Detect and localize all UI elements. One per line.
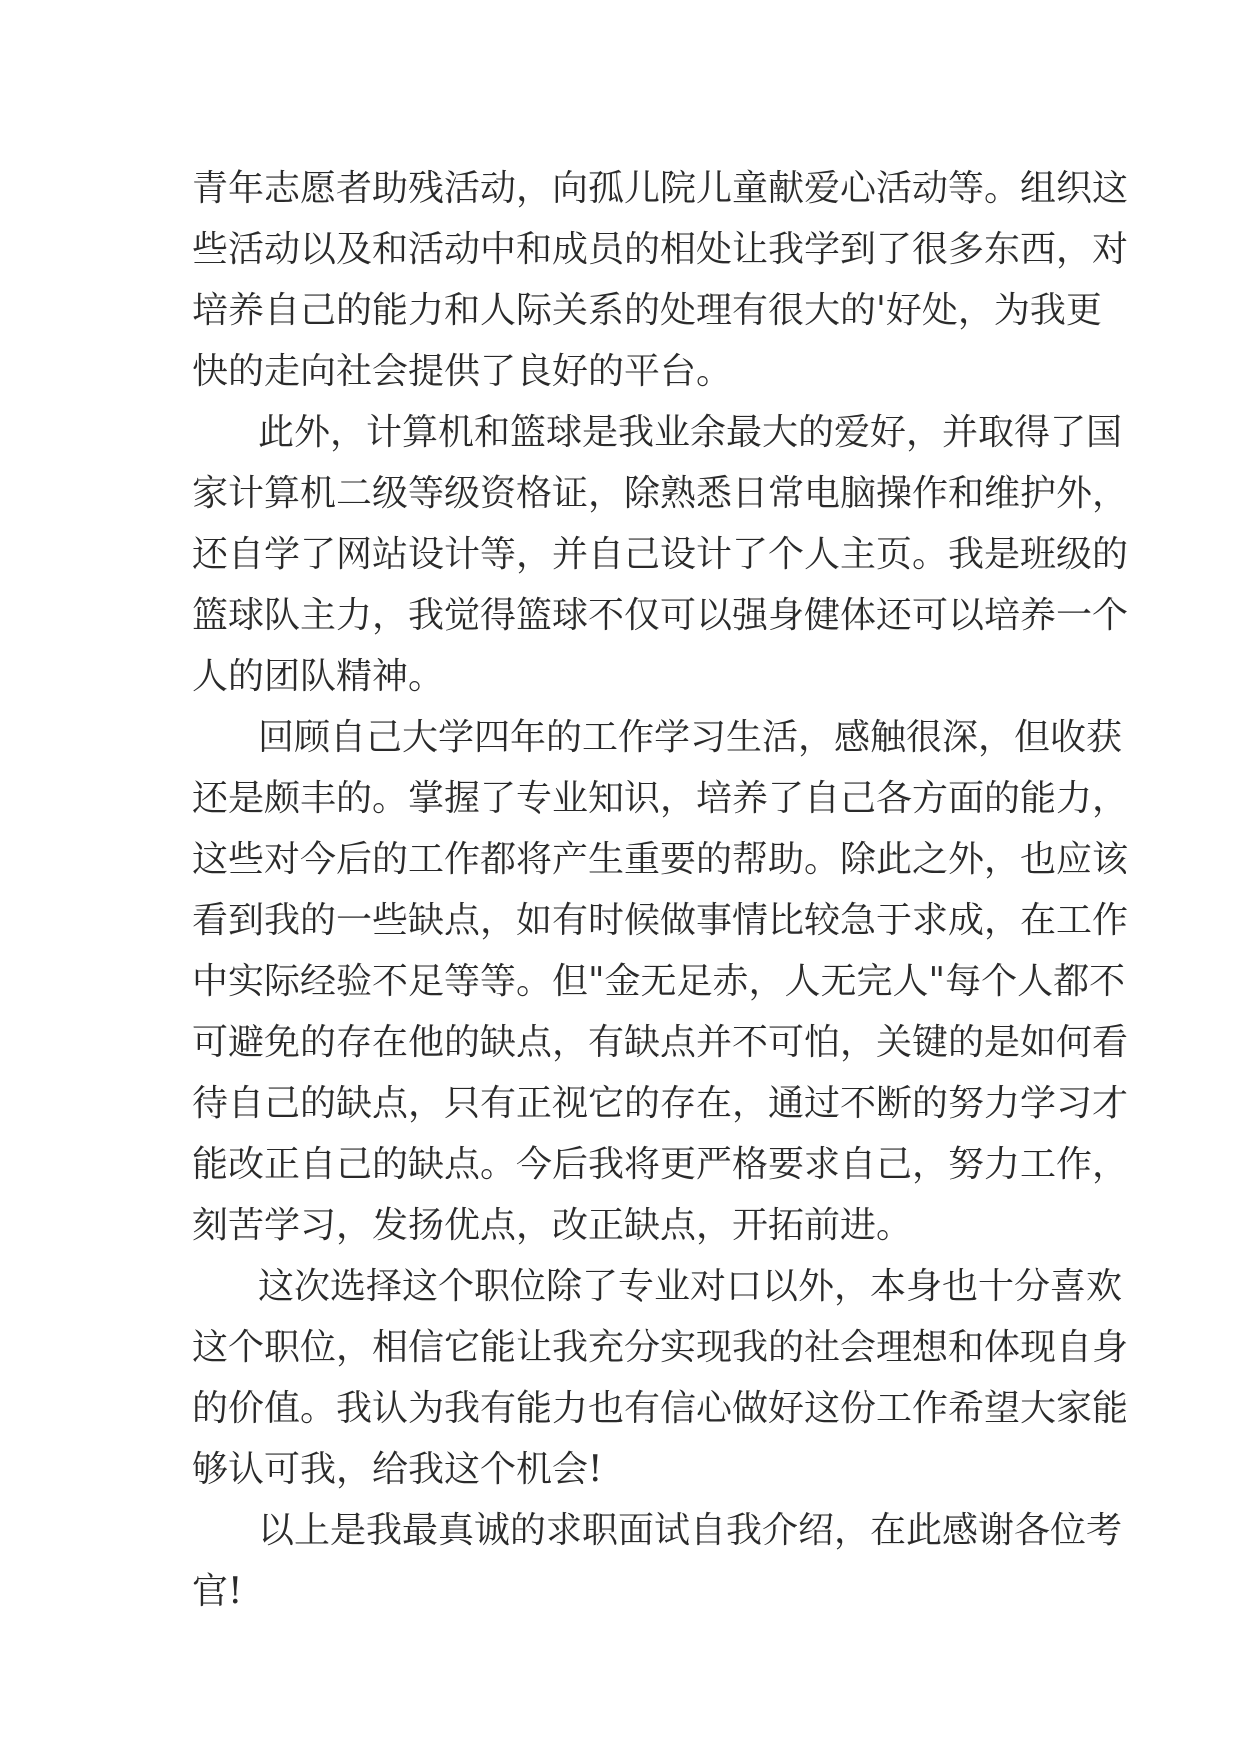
text-line: 待自己的缺点，只有正视它的存在，通过不断的努力学习才 bbox=[192, 1083, 1129, 1124]
text-line: 青年志愿者助残活动，向孤儿院儿童献爱心活动等。组织这 bbox=[192, 168, 1129, 209]
text-line: 家计算机二级等级资格证，除熟悉日常电脑操作和维护外， bbox=[192, 473, 1129, 514]
text-line: 可避免的存在他的缺点，有缺点并不可怕，关键的是如何看 bbox=[192, 1022, 1129, 1063]
text-line: 看到我的一些缺点，如有时候做事情比较急于求成，在工作 bbox=[192, 900, 1129, 941]
text-line: 的价值。我认为我有能力也有信心做好这份工作希望大家能 bbox=[192, 1388, 1129, 1429]
document-body bbox=[192, 158, 1129, 1622]
text-line: 还是颇丰的。掌握了专业知识，培养了自己各方面的能力， bbox=[192, 778, 1129, 819]
text-line: 中实际经验不足等等。但"金无足赤，人无完人"每个人都不 bbox=[192, 961, 1126, 1002]
text-line: 培养自己的能力和人际关系的处理有很大的'好处，为我更 bbox=[192, 290, 1102, 331]
text-line: 人的团队精神。 bbox=[192, 656, 445, 697]
text-line: 刻苦学习，发扬优点，改正缺点，开拓前进。 bbox=[192, 1205, 913, 1246]
text-line: 够认可我，给我这个机会! bbox=[192, 1449, 603, 1490]
paragraph-5 bbox=[192, 1500, 1123, 1622]
text-line: 篮球队主力，我觉得篮球不仅可以强身健体还可以培养一个 bbox=[192, 595, 1129, 636]
paragraph-4 bbox=[192, 1256, 1129, 1500]
text-line: 这个职位，相信它能让我充分实现我的社会理想和体现自身 bbox=[192, 1327, 1129, 1368]
text-line: 还自学了网站设计等，并自己设计了个人主页。我是班级的 bbox=[192, 534, 1129, 575]
paragraph-2 bbox=[192, 402, 1129, 707]
text-line: 以上是我最真诚的求职面试自我介绍，在此感谢各位考 bbox=[258, 1510, 1123, 1551]
text-line: 些活动以及和活动中和成员的相处让我学到了很多东西，对 bbox=[192, 229, 1129, 270]
text-line: 能改正自己的缺点。今后我将更严格要求自己，努力工作， bbox=[192, 1144, 1129, 1185]
paragraph-1 bbox=[192, 158, 1129, 402]
text-line: 快的走向社会提供了良好的平台。 bbox=[192, 351, 733, 392]
text-line: 这次选择这个职位除了专业对口以外，本身也十分喜欢 bbox=[258, 1266, 1123, 1307]
paragraph-3 bbox=[192, 707, 1129, 1256]
text-line: 此外，计算机和篮球是我业余最大的爱好，并取得了国 bbox=[258, 412, 1123, 453]
text-line: 回顾自己大学四年的工作学习生活，感触很深，但收获 bbox=[258, 717, 1123, 758]
text-line: 官! bbox=[192, 1571, 243, 1612]
text-line: 这些对今后的工作都将产生重要的帮助。除此之外，也应该 bbox=[192, 839, 1129, 880]
